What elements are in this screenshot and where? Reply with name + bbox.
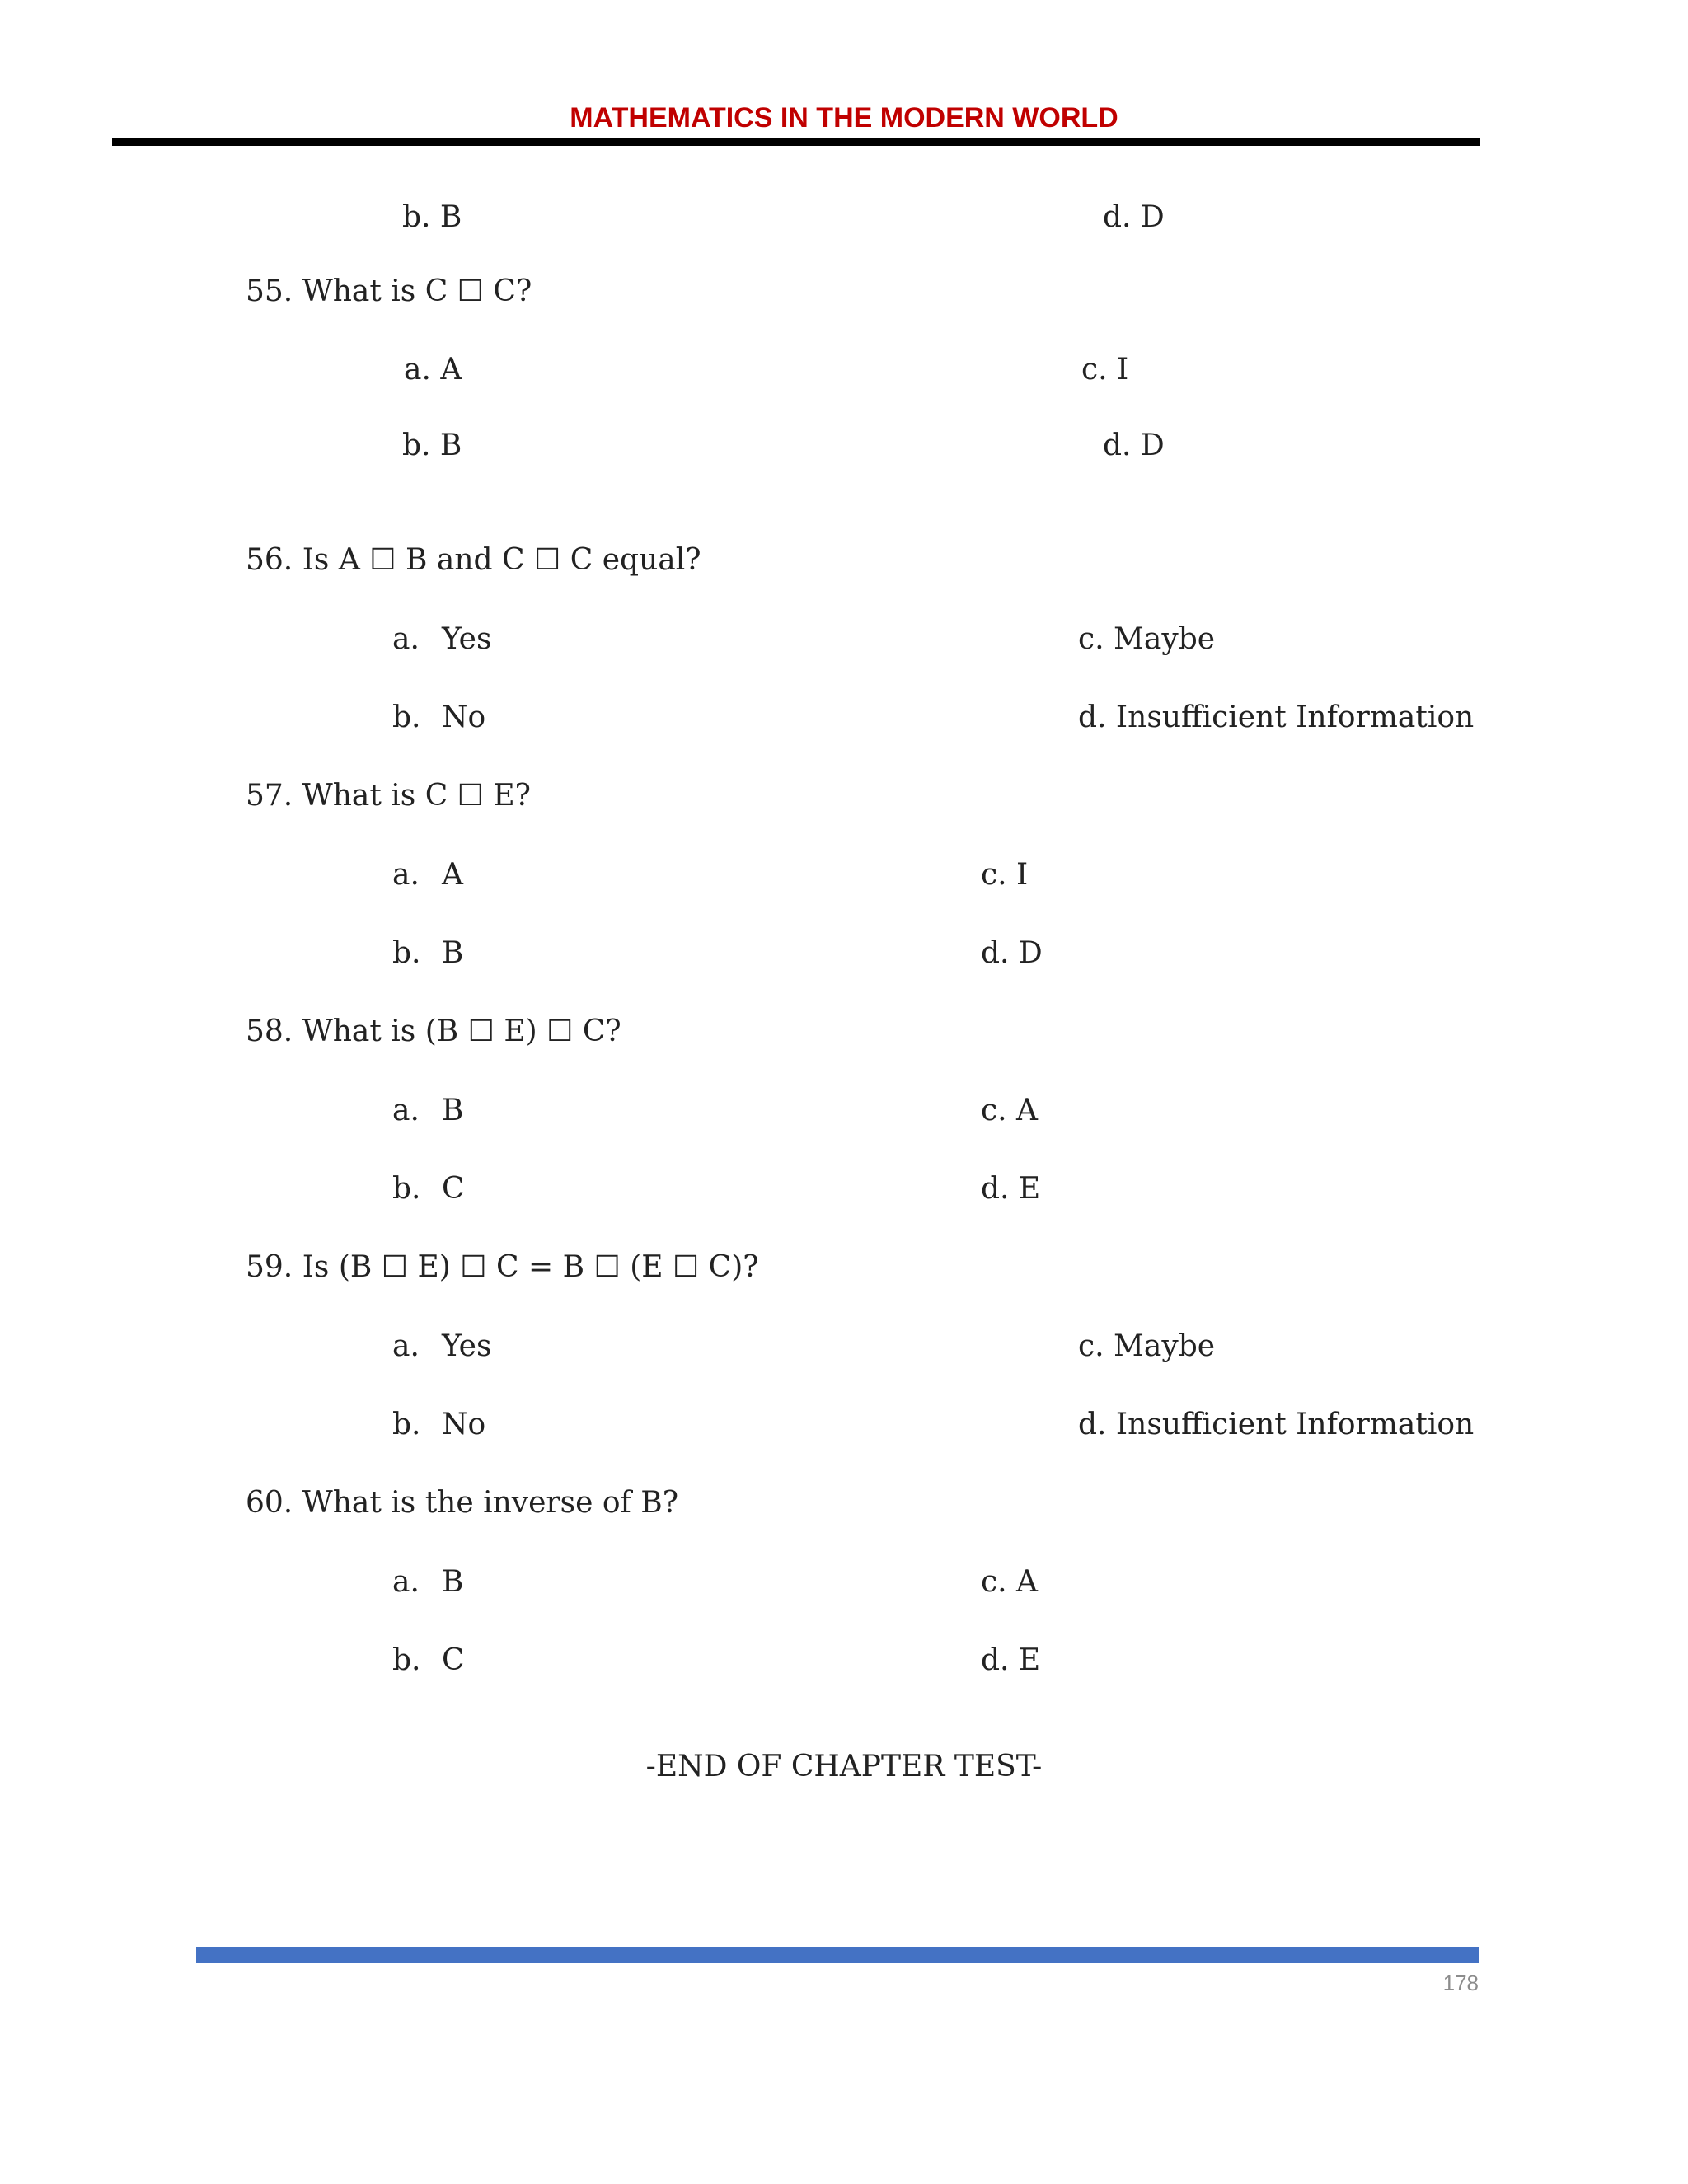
question-60-option-a: B xyxy=(442,1565,464,1599)
question-60-option-b-letter: b. xyxy=(392,1643,421,1677)
question-55-option-d: d. D xyxy=(1103,429,1165,462)
question-57-text: 57. What is C ☐ E? xyxy=(246,779,531,813)
question-60-option-a-letter: a. xyxy=(392,1565,420,1599)
question-57-option-a-letter: a. xyxy=(392,858,420,892)
question-59-option-b: No xyxy=(442,1408,486,1441)
question-56-option-a: Yes xyxy=(442,622,492,656)
question-59-option-c: c. Maybe xyxy=(1078,1329,1216,1363)
option-d: d. D xyxy=(1103,200,1165,234)
question-56-option-b-letter: b. xyxy=(392,701,421,734)
question-58-option-c: c. A xyxy=(981,1094,1039,1127)
question-60-option-d: d. E xyxy=(981,1643,1041,1677)
question-58-option-a: B xyxy=(442,1094,464,1127)
question-60-option-c: c. A xyxy=(981,1565,1039,1599)
question-56-option-c: c. Maybe xyxy=(1078,622,1216,656)
question-55-text: 55. What is C ☐ C? xyxy=(246,274,532,308)
question-57-option-b: B xyxy=(442,936,464,970)
question-58-option-d: d. E xyxy=(981,1172,1041,1206)
question-57-option-d: d. D xyxy=(981,936,1043,970)
question-60-option-b: C xyxy=(442,1643,465,1677)
question-55-option-c: c. I xyxy=(1081,353,1129,387)
running-header-title: MATHEMATICS IN THE MODERN WORLD xyxy=(570,102,1118,134)
question-57-option-c: c. I xyxy=(981,858,1029,892)
question-58-option-b: C xyxy=(442,1172,465,1206)
question-56-option-b: No xyxy=(442,701,486,734)
question-56-option-a-letter: a. xyxy=(392,622,420,656)
question-59-option-b-letter: b. xyxy=(392,1408,421,1441)
question-55-option-b: b. B xyxy=(402,429,462,462)
page-number: 178 xyxy=(1442,1971,1479,1995)
header-rule xyxy=(112,138,1480,146)
question-60-text: 60. What is the inverse of B? xyxy=(246,1486,679,1520)
footer-bar xyxy=(196,1947,1479,1963)
question-59-option-d: d. Insufficient Information xyxy=(1078,1408,1475,1441)
question-57-option-a: A xyxy=(442,858,463,892)
question-58-option-a-letter: a. xyxy=(392,1094,420,1127)
question-59-option-a-letter: a. xyxy=(392,1329,420,1363)
question-59-text: 59. Is (B ☐ E) ☐ C = B ☐ (E ☐ C)? xyxy=(246,1250,759,1284)
question-56-text: 56. Is A ☐ B and C ☐ C equal? xyxy=(246,543,701,577)
question-57-option-b-letter: b. xyxy=(392,936,421,970)
question-58-text: 58. What is (B ☐ E) ☐ C? xyxy=(246,1015,621,1048)
question-58-option-b-letter: b. xyxy=(392,1172,421,1206)
question-55-option-a: a. A xyxy=(404,353,462,387)
end-of-chapter-test: -END OF CHAPTER TEST- xyxy=(645,1750,1043,1783)
question-59-option-a: Yes xyxy=(442,1329,492,1363)
question-56-option-d: d. Insufficient Information xyxy=(1078,701,1475,734)
option-b: b. B xyxy=(402,200,462,234)
